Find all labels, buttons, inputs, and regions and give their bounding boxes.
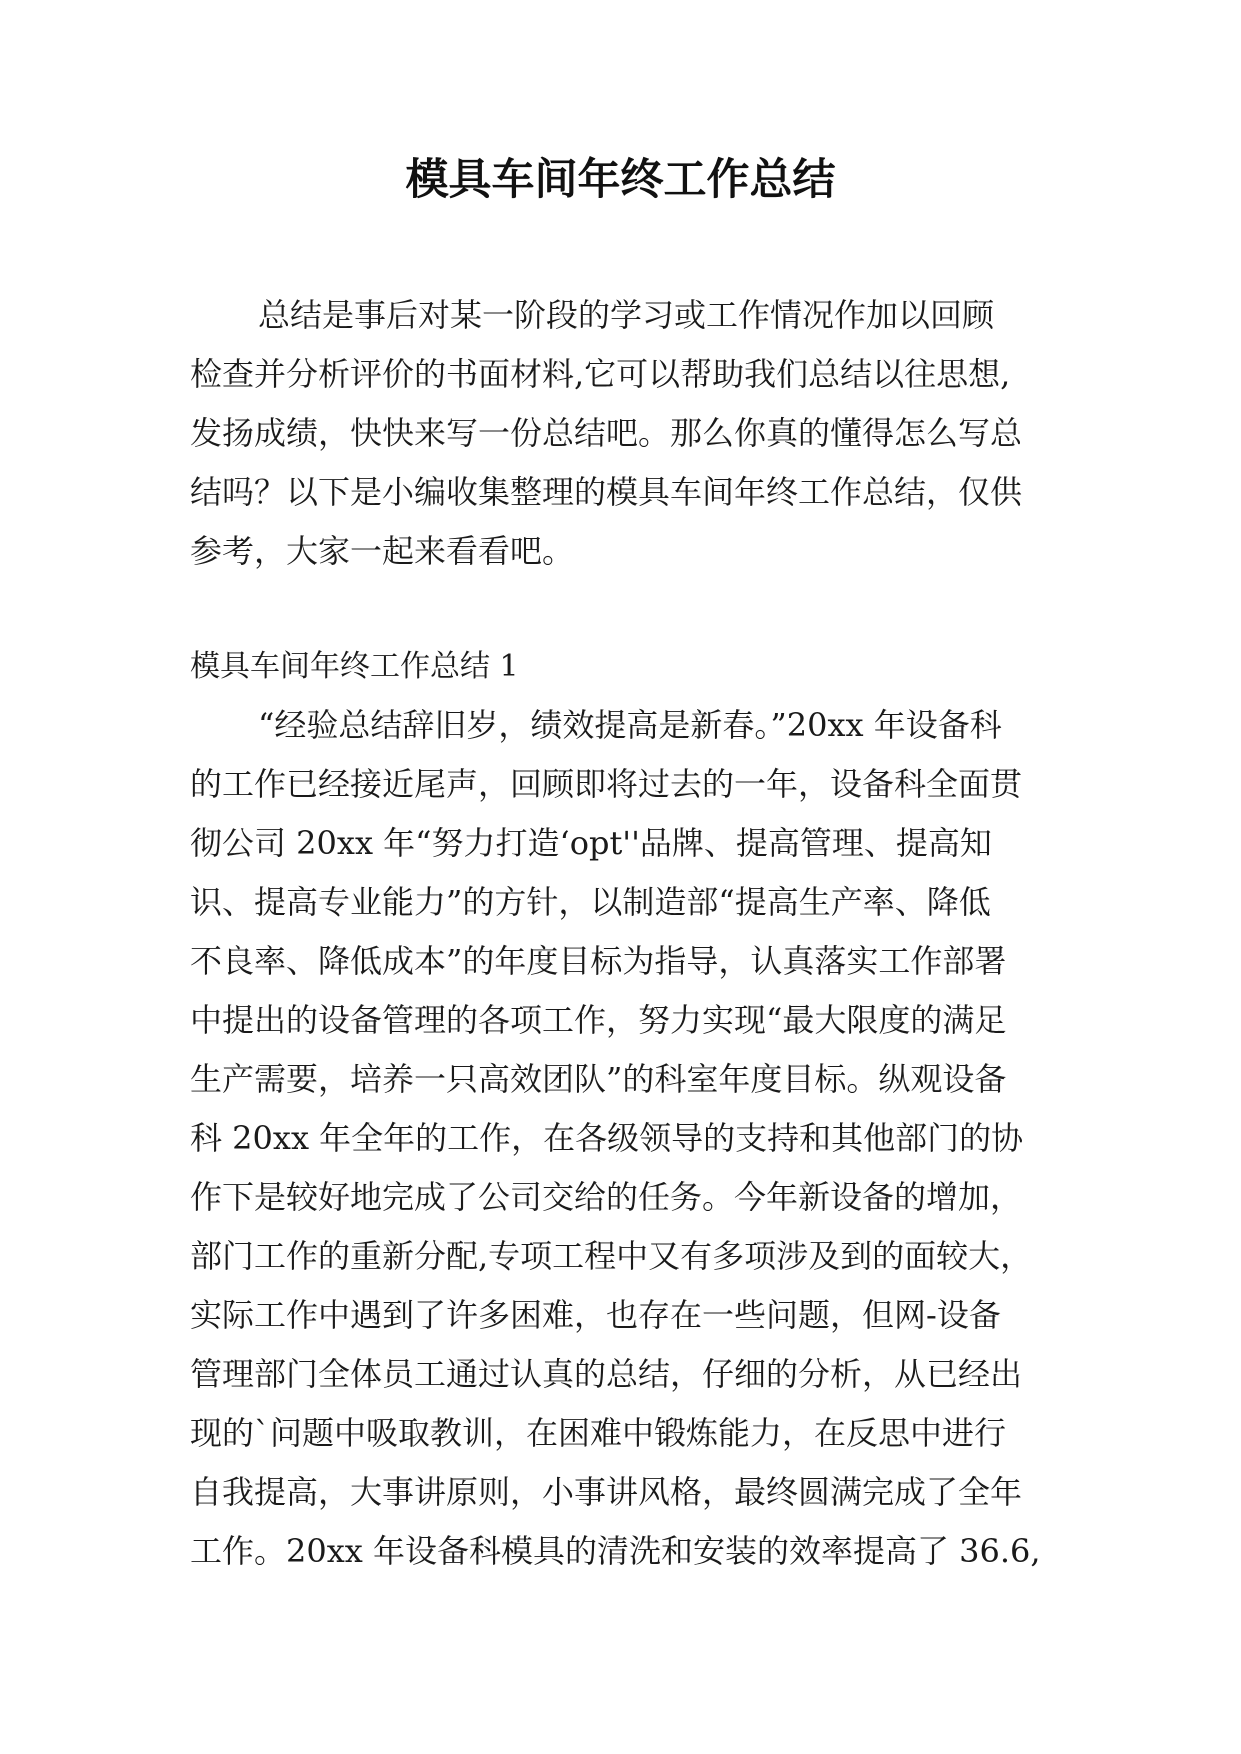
body-line: 实际工作中遇到了许多困难，也存在一些问题，但网-设备: [190, 1296, 1001, 1334]
intro-line: 参考，大家一起来看看吧。: [190, 532, 575, 570]
intro-line: 检查并分析评价的书面材料,它可以帮助我们总结以往思想,: [190, 355, 1011, 393]
intro-line: 发扬成绩，快快来写一份总结吧。那么你真的懂得怎么写总: [190, 414, 1023, 452]
body-line: 识、提高专业能力”的方针，以制造部“提高生产率、降低: [190, 883, 991, 921]
body-line: 生产需要，培养一只高效团队”的科室年度目标。纵观设备: [190, 1060, 1007, 1098]
body-line: 现的`问题中吸取教训，在困难中锻炼能力，在反思中进行: [190, 1414, 1007, 1452]
section-1-paragraph: [190, 696, 1070, 1581]
body-line: 科 20xx 年全年的工作，在各级领导的支持和其他部门的协: [190, 1119, 1024, 1157]
intro-line: 总结是事后对某一阶段的学习或工作情况作加以回顾: [258, 296, 995, 334]
intro-line: 结吗？以下是小编收集整理的模具车间年终工作总结，仅供: [190, 473, 1023, 511]
body-line: “经验总结辞旧岁，绩效提高是新春。”20xx 年设备科: [258, 706, 1002, 744]
body-line: 自我提高，大事讲原则，小事讲风格，最终圆满完成了全年: [190, 1473, 1023, 1511]
document-title: 模具车间年终工作总结: [405, 155, 836, 205]
body-line: 不良率、降低成本”的年度目标为指导，认真落实工作部署: [190, 942, 1007, 980]
body-line: 管理部门全体员工通过认真的总结，仔细的分析，从已经出: [190, 1355, 1023, 1393]
body-line: 作下是较好地完成了公司交给的任务。今年新设备的增加，: [190, 1178, 1023, 1216]
body-line: 工作。20xx 年设备科模具的清洗和安装的效率提高了 36.6,: [190, 1532, 1041, 1570]
body-line: 部门工作的重新分配,专项工程中又有多项涉及到的面较大，: [190, 1237, 1033, 1275]
body-line: 中提出的设备管理的各项工作，努力实现“最大限度的满足: [190, 1001, 1007, 1039]
body-line: 的工作已经接近尾声，回顾即将过去的一年，设备科全面贯: [190, 765, 1023, 803]
intro-paragraph: [190, 286, 1070, 581]
body-line: 彻公司 20xx 年“努力打造‘opt''品牌、提高管理、提高知: [190, 824, 992, 862]
section-heading: 模具车间年终工作总结 1: [190, 649, 519, 684]
